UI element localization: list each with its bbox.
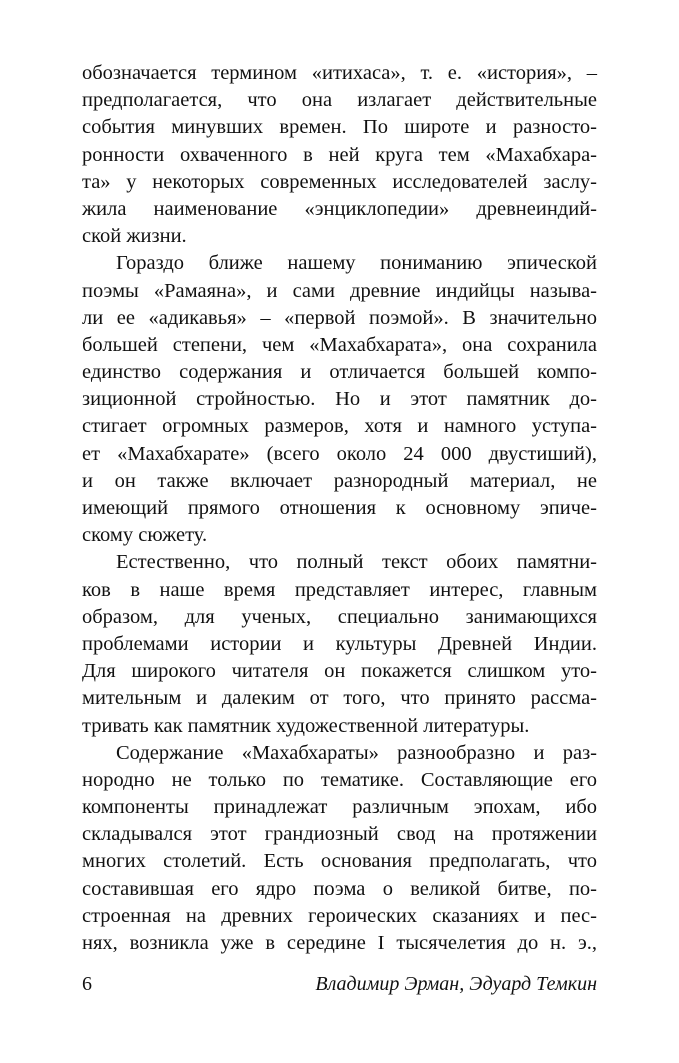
paragraph (82, 60, 597, 250)
text-line: образом, для ученых, специально занимающихся (82, 605, 597, 628)
page-footer (82, 969, 597, 999)
text-line: Естественно, что полный текст обоих памятни- (116, 551, 597, 574)
text-line: зиционной стройностью. Но и этот памятник до- (82, 388, 597, 411)
text-line: ков в наше время представляет интерес, главным (82, 578, 597, 601)
text-line: мительным и далеким от того, что принято рассма- (82, 687, 597, 710)
text-line: тривать как памятник художественной литературы. (82, 714, 530, 737)
text-line: компоненты принадлежат различным эпохам, ибо (82, 796, 597, 819)
text-line: ли ее «адикавья» – «первой поэмой». В значительно (82, 306, 597, 329)
running-head-authors: Владимир Эрман, Эдуард Темкин (315, 973, 597, 995)
text-line: Гораздо ближе нашему пониманию эпической (116, 252, 597, 275)
text-line: имеющий прямого отношения к основному эпиче- (82, 497, 597, 519)
text-line: ронности охваченного в ней круга тем «Махабхара- (82, 143, 597, 166)
text-line: жила наименование «энциклопедии» древнеиндий- (82, 197, 597, 220)
text-line: ской жизни. (82, 225, 187, 248)
text-line: большей степени, чем «Махабхарата», она сохранила (82, 333, 597, 356)
text-line: строенная на древних героических сказаниях и пес- (82, 904, 597, 927)
text-line: многих столетий. Есть основания предполагать, что (82, 850, 597, 873)
text-line: обозначается термином «итихаса», т. е. «история», – (82, 62, 597, 84)
text-line: поэмы «Рамаяна», и сами древние индийцы называ- (82, 279, 597, 302)
text-line: проблемами истории и культуры Древней Индии. (82, 632, 597, 655)
text-line: единство содержания и отличается большей компо- (82, 361, 597, 384)
paragraph (82, 740, 597, 958)
page-number: 6 (82, 973, 92, 995)
text-line: Для широкого читателя он покажется слишком уто- (82, 660, 597, 683)
paragraph (82, 250, 597, 549)
text-line: и он также включает разнородный материал, не (82, 469, 597, 492)
text-line: нородно не только по тематике. Составляющие его (82, 768, 597, 791)
text-line: предполагается, что она излагает действительные (82, 89, 597, 112)
paragraph (82, 549, 597, 739)
text-line: события минувших времен. По широте и разносто- (82, 116, 597, 139)
text-line: стигает огромных размеров, хотя и намного уступа- (82, 415, 597, 438)
text-line: та» у некоторых современных исследователей заслу- (82, 170, 597, 193)
text-line: составившая его ядро поэма о великой битве, по- (82, 877, 597, 900)
book-page-text (82, 60, 597, 957)
text-line: скому сюжету. (82, 524, 208, 547)
text-line: складывался этот грандиозный свод на протяжении (82, 823, 597, 846)
text-line: ет «Махабхарате» (всего около 24 000 двустиший), (82, 442, 597, 465)
text-line: нях, возникла уже в середине I тысячелетия до н. э., (82, 932, 597, 954)
text-line: Содержание «Махабхараты» разнообразно и раз- (116, 741, 597, 764)
